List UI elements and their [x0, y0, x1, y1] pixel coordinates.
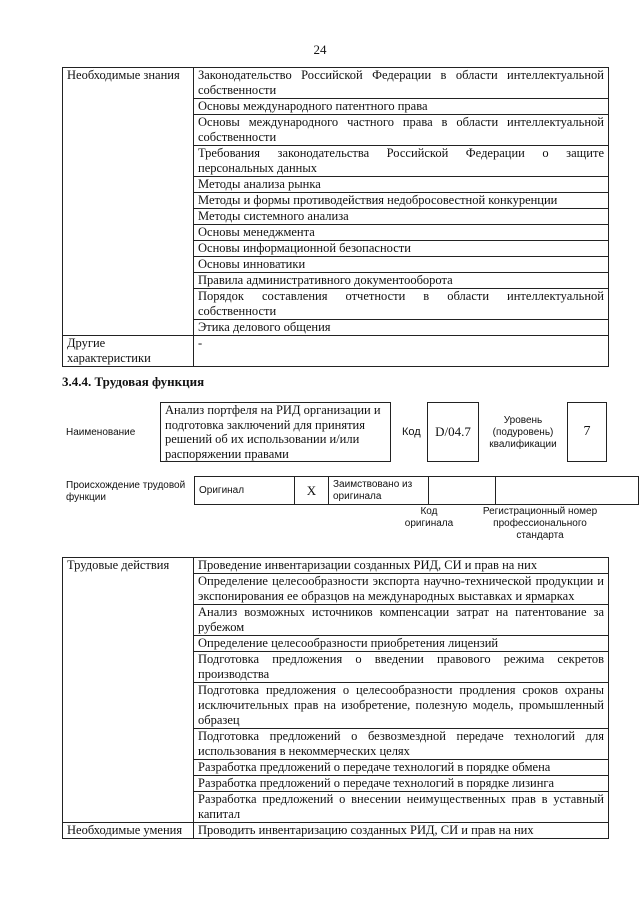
item-text: Разработка предложений о передаче технологий в порядке обмена: [194, 760, 609, 776]
item-text: Методы анализа рынка: [194, 177, 609, 193]
item-text: Проводить инвентаризацию созданных РИД, СИ и прав на них: [194, 823, 609, 839]
item-text: Порядок составления отчетности в области интеллектуальной собственности: [194, 289, 609, 320]
knowledge-row: [63, 68, 609, 99]
function-name-value: Анализ портфеля на РИД организации и подготовка заключений для принятия решений об их использовании и/или распоряжении правами: [165, 403, 381, 461]
item-text: Основы инноватики: [194, 257, 609, 273]
item-text: Подготовка предложений о безвозмездной передаче технологий для использования в некоммерческих целях: [194, 729, 609, 760]
item-text: Определение целесообразности экспорта научно-технической продукции и экспонирования ее образцов на международных выставках и ярмарках: [194, 574, 609, 605]
item-text: Подготовка предложения о целесообразности продления сроков охраны исключительных прав на изобретение, полезную модель, промышленный образец: [194, 683, 609, 729]
other-row: [63, 336, 609, 367]
code-original-label: Код оригинала: [404, 506, 454, 529]
code-label: Код: [402, 426, 421, 438]
item-text: Основы международного частного права в области интеллектуальной собственности: [194, 115, 609, 146]
knowledge-table: [62, 67, 609, 367]
item-text: Основы менеджмента: [194, 225, 609, 241]
item-text: Разработка предложений о передаче технологий в порядке лизинга: [194, 776, 609, 792]
item-text: Правила административного документооборота: [194, 273, 609, 289]
item-text: Основы информационной безопасности: [194, 241, 609, 257]
item-text: Методы системного анализа: [194, 209, 609, 225]
item-text: Подготовка предложения о введении правового режима секретов производства: [194, 652, 609, 683]
item-text: Проведение инвентаризации созданных РИД, СИ и прав на них: [194, 558, 609, 574]
other-value: -: [194, 336, 609, 367]
item-text: Разработка предложений о внесении неимущественных прав в уставный капитал: [194, 792, 609, 823]
skill-row: [63, 823, 609, 839]
item-text: Анализ возможных источников компенсации затрат на патентование за рубежом: [194, 605, 609, 636]
reg-number-label: Регистрационный номер профессионального стандарта: [482, 506, 598, 541]
item-text: Требования законодательства Российской Федерации о защите персональных данных: [194, 146, 609, 177]
origin-table: [194, 476, 639, 505]
action-row: [63, 558, 609, 574]
item-text: Основы международного патентного права: [194, 99, 609, 115]
row-label: Необходимые знания: [63, 68, 194, 336]
page-number: 24: [313, 42, 327, 57]
name-label: Наименование: [66, 427, 136, 438]
origin-label: Происхождение трудовой функции: [66, 480, 186, 503]
function-code-value: D/04.7: [435, 424, 471, 439]
row-label: Необходимые умения: [63, 823, 194, 839]
reg-number-cell: [496, 477, 639, 505]
item-text: Методы и формы противодействия недобросовестной конкуренции: [194, 193, 609, 209]
level-value: 7: [583, 424, 591, 439]
code-original-cell: [429, 477, 496, 505]
item-text: Этика делового общения: [194, 320, 609, 336]
original-mark: X: [295, 477, 329, 505]
function-code-box: [427, 402, 479, 462]
level-box: [567, 402, 607, 462]
item-text: Законодательство Российской Федерации в области интеллектуальной собственности: [194, 68, 609, 99]
level-label: Уровень (подуровень) квалификации: [489, 415, 557, 450]
function-name-box: [160, 402, 391, 462]
original-label: Оригинал: [195, 477, 295, 505]
item-text: Определение целесообразности приобретения лицензий: [194, 636, 609, 652]
section-heading: 3.4.4. Трудовая функция: [62, 374, 205, 389]
row-label: Трудовые действия: [63, 558, 194, 823]
actions-table: [62, 557, 609, 839]
other-label: Другие характеристики: [63, 336, 194, 367]
borrowed-label: Заимствовано из оригинала: [329, 477, 429, 505]
